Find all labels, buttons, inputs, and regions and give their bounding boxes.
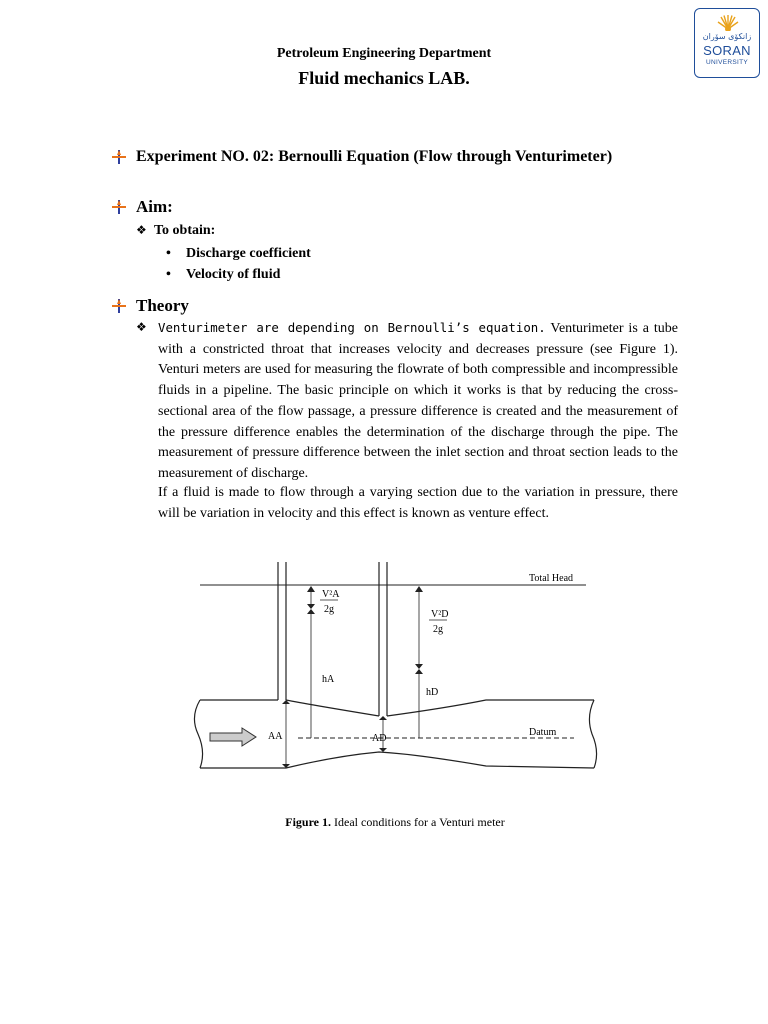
flow-arrow-icon (210, 728, 256, 746)
velocity-head-d-denominator: 2g (433, 624, 443, 635)
logo-arabic-text: زانكۆی سۆران (702, 32, 752, 41)
aim-intro (136, 223, 215, 239)
area-a-label: AA (268, 731, 283, 742)
lab-title: Fluid mechanics LAB. (298, 68, 470, 88)
velocity-head-a-numerator: V²A (322, 589, 340, 600)
diamond-bullet-icon: ❖ (136, 320, 147, 334)
experiment-heading-text: Experiment NO. 02: Bernoulli Equation (Flow through Venturimeter) (136, 148, 613, 165)
datum-label: Datum (529, 727, 557, 738)
theory-body: Venturimeter is a tube with a constricted throat that increases velocity and decreases pressure (see Figure 1). Venturi meters are used for measuring the flowrate of both compressible and incompressible fluids in a pipeline. The basic principle on which it works is that by reducing the cross-sectional area of the flow passage, a pressure difference is created and the measurement of the pressure difference enables the determination of the discharge through the pipe. The measurement of pressure difference between the inlet section and throat section leads to the measurement of discharge. (158, 321, 678, 481)
list-item: • Velocity of fluid (166, 264, 311, 285)
experiment-heading (112, 148, 612, 166)
area-d-label: AD (372, 733, 387, 744)
caption-text: Ideal conditions for a Venturi meter (331, 815, 505, 829)
cross-bullet-icon (112, 150, 126, 164)
height-d-label: hD (426, 687, 439, 698)
aim-intro-text: To obtain: (154, 223, 216, 238)
logo-name: SORAN (703, 43, 751, 58)
aim-list (166, 243, 311, 285)
aim-heading-text: Aim: (136, 197, 173, 216)
logo-subtitle: UNIVERSITY (705, 59, 748, 66)
cross-bullet-icon (112, 299, 126, 313)
diamond-bullet-icon: ❖ (136, 223, 147, 237)
figure-caption (0, 815, 768, 830)
cross-bullet-icon (112, 200, 126, 214)
venturi-diagram (186, 552, 606, 777)
theory-heading-text: Theory (136, 296, 189, 315)
caption-label: Figure 1. (285, 815, 332, 829)
theory-heading (112, 296, 189, 316)
list-item: • Discharge coefficient (166, 243, 311, 264)
department-title: Petroleum Engineering Department (276, 46, 492, 61)
velocity-head-d-numerator: V²D (431, 609, 449, 620)
theory-paragraph (158, 318, 678, 485)
total-head-label: Total Head (529, 573, 574, 584)
theory-lead: Venturimeter are depending on Bernoulli’s equation. (158, 320, 546, 335)
aim-heading (112, 197, 173, 217)
sun-emblem-icon (717, 13, 739, 31)
height-a-label: hA (322, 674, 335, 685)
theory-paragraph-2: If a fluid is made to flow through a varying section due to the variation in pressure, there will be variation in velocity and this effect is known as venture effect. (158, 485, 678, 521)
velocity-head-a-denominator: 2g (324, 604, 334, 615)
